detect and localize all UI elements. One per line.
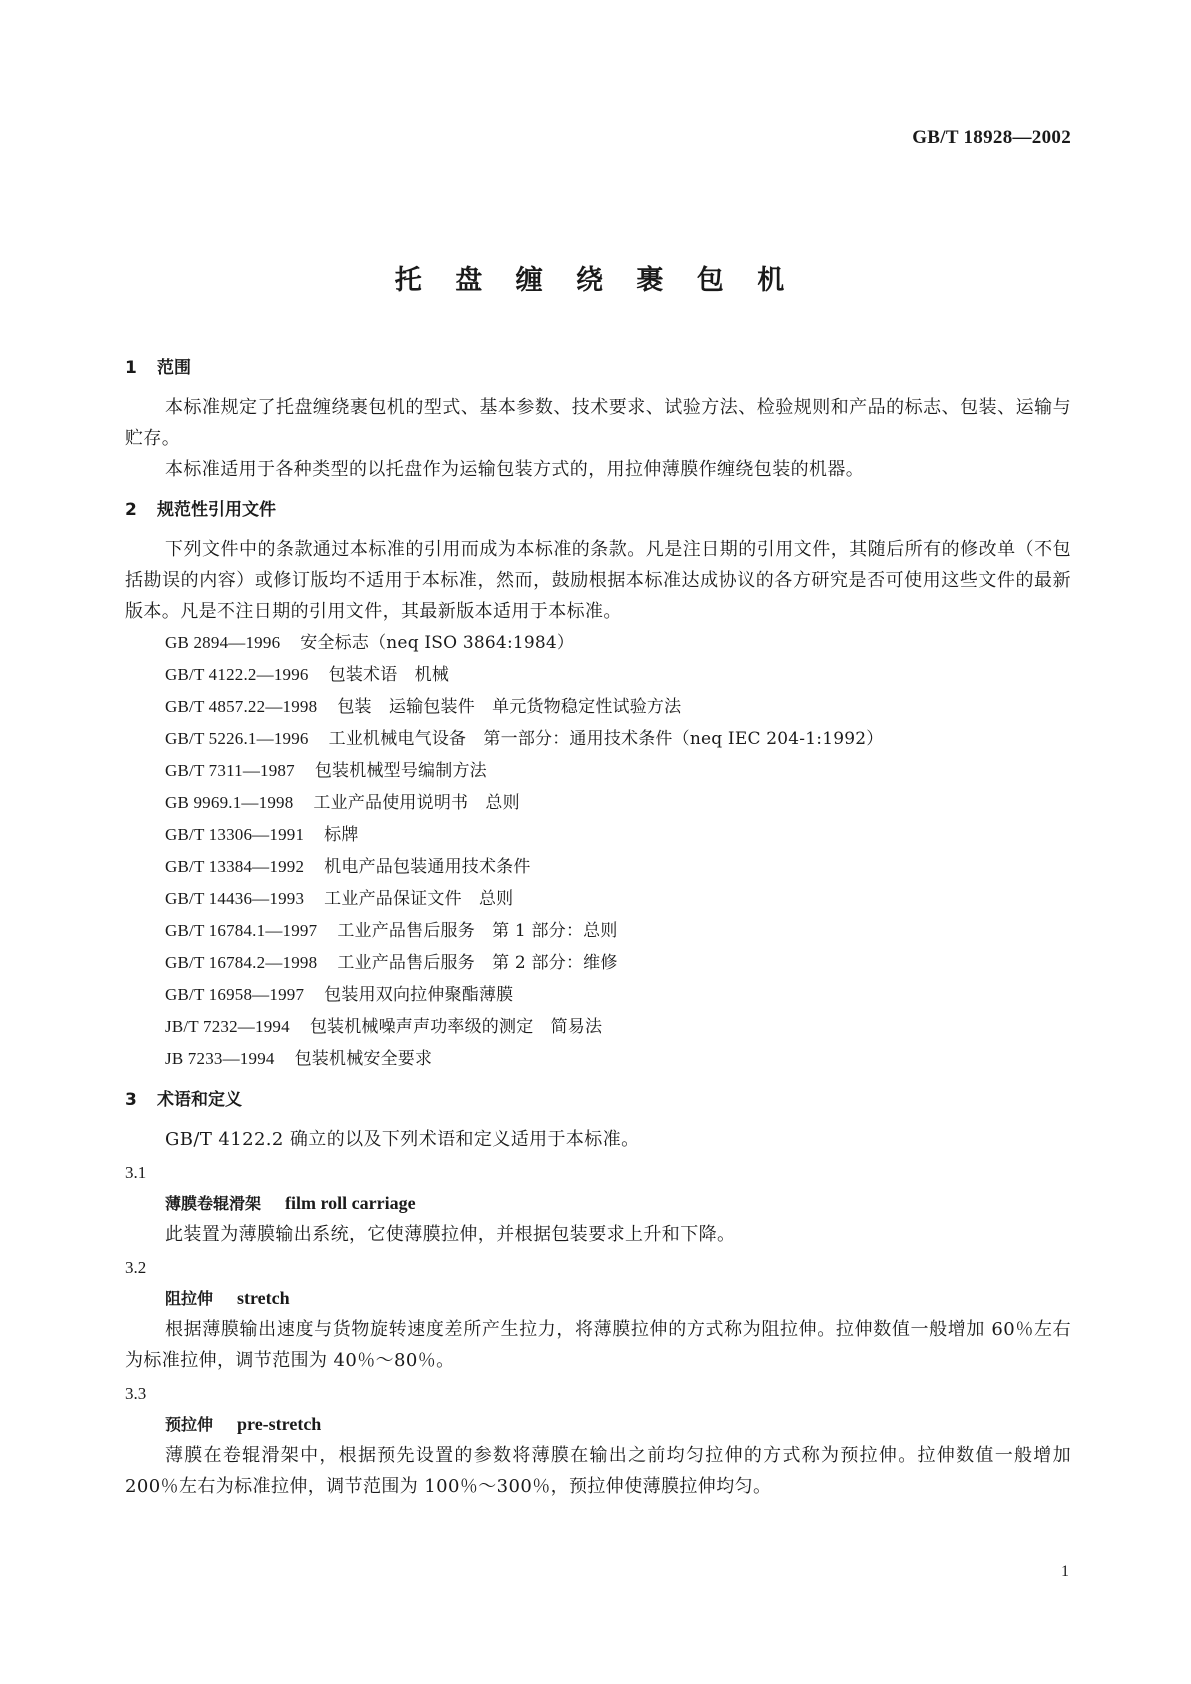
term-heading [125,1283,1071,1314]
reference-code: GB/T 16784.2—1998 [165,953,318,972]
section-heading-terms [125,1085,1071,1116]
term-english: pre-stretch [237,1414,322,1434]
paragraph: GB/T 4122.2 确立的以及下列术语和定义适用于本标准。 [165,1129,640,1150]
reference-code: JB/T 7232—1994 [165,1017,290,1036]
term-chinese: 预拉伸 [165,1415,214,1434]
reference-title: 包装机械安全要求 [294,1049,433,1069]
paragraph: 下列文件中的条款通过本标准的引用而成为本标准的条款。凡是注日期的引用文件，其随后所有的修改单（不包括勘误的内容）或修订版均不适用于本标准，然而，鼓励根据本标准达成协议的各方研究是否可使用这些文件的最新版本。凡是不注日期的引用文件，其最新版本适用于本标准。 [125,539,1071,622]
section-number: 2 [125,500,137,520]
reference-item [125,755,1071,787]
page-number: 1 [1061,1563,1069,1580]
reference-list [125,627,1071,1075]
paragraph: 本标准规定了托盘缠绕裹包机的型式、基本参数、技术要求、试验方法、检验规则和产品的标志、包装、运输与贮存。 [125,397,1071,449]
section-heading-references [125,495,1071,526]
reference-title: 包装机械型号编制方法 [314,761,487,781]
reference-item [125,979,1071,1011]
reference-item [125,1011,1071,1043]
reference-item [125,947,1071,979]
reference-title: 机电产品包装通用技术条件 [324,857,531,877]
paragraph: 本标准适用于各种类型的以托盘作为运输包装方式的，用拉伸薄膜作缠绕包装的机器。 [165,459,865,480]
reference-code: GB/T 16784.1—1997 [165,921,318,940]
reference-title: 工业产品使用说明书 总则 [313,793,520,813]
reference-title: 工业产品售后服务 第 2 部分：维修 [337,953,618,973]
reference-item [125,659,1071,691]
reference-title: 标牌 [324,825,359,845]
reference-title: 工业机械电气设备 第一部分：通用技术条件（neq IEC 204-1:1992） [328,729,884,749]
term-number: 3.1 [125,1163,147,1182]
term-chinese: 薄膜卷辊滑架 [165,1194,262,1213]
reference-code: GB 2894—1996 [165,633,281,652]
reference-code: GB 9969.1—1998 [165,793,294,812]
term-english: film roll carriage [285,1193,416,1213]
reference-title: 工业产品保证文件 总则 [324,889,514,909]
reference-code: GB/T 5226.1—1996 [165,729,309,748]
term-number: 3.3 [125,1384,147,1403]
term-definition: 此装置为薄膜输出系统，它使薄膜拉伸，并根据包装要求上升和下降。 [165,1224,736,1245]
reference-item [125,1043,1071,1075]
term-heading [125,1409,1071,1440]
reference-code: GB/T 16958—1997 [165,985,305,1004]
reference-item [125,915,1071,947]
section-number: 1 [125,358,137,378]
document-body [125,353,1071,1502]
reference-code: GB/T 13306—1991 [165,825,305,844]
term-number: 3.2 [125,1258,147,1277]
term-english: stretch [237,1288,290,1308]
section-heading-scope [125,353,1071,384]
reference-title: 包装机械噪声声功率级的测定 简易法 [309,1017,603,1037]
reference-item [125,723,1071,755]
reference-code: JB 7233—1994 [165,1049,275,1068]
term-definition: 根据薄膜输出速度与货物旋转速度差所产生拉力，将薄膜拉伸的方式称为阻拉伸。拉伸数值一般增加 60％左右为标准拉伸，调节范围为 40％～80％。 [125,1319,1071,1371]
reference-item [125,883,1071,915]
term-definition: 薄膜在卷辊滑架中，根据预先设置的参数将薄膜在输出之前均匀拉伸的方式称为预拉伸。拉伸数值一般增加 200％左右为标准拉伸，调节范围为 100％～300％，预拉伸使薄膜拉伸均匀。 [125,1445,1071,1497]
section-title: 范围 [157,358,191,378]
reference-title: 工业产品售后服务 第 1 部分：总则 [337,921,618,941]
section-number: 3 [125,1090,137,1110]
reference-item [125,819,1071,851]
reference-title: 安全标志（neq ISO 3864:1984） [300,633,575,653]
document-title: 托 盘 缠 绕 裹 包 机 [394,265,797,296]
reference-code: GB/T 4122.2—1996 [165,665,309,684]
term-chinese: 阻拉伸 [165,1289,214,1308]
term-heading [125,1188,1071,1219]
reference-title: 包装用双向拉伸聚酯薄膜 [324,985,514,1005]
reference-code: GB/T 13384—1992 [165,857,305,876]
reference-code: GB/T 4857.22—1998 [165,697,318,716]
reference-item [125,691,1071,723]
standard-code: GB/T 18928—2002 [912,127,1071,148]
section-title: 规范性引用文件 [157,500,276,520]
reference-code: GB/T 14436—1993 [165,889,305,908]
reference-item [125,787,1071,819]
reference-item [125,851,1071,883]
reference-title: 包装 运输包装件 单元货物稳定性试验方法 [337,697,682,717]
section-title: 术语和定义 [157,1090,242,1110]
reference-code: GB/T 7311—1987 [165,761,295,780]
reference-title: 包装术语 机械 [328,665,450,685]
reference-item [125,627,1071,659]
